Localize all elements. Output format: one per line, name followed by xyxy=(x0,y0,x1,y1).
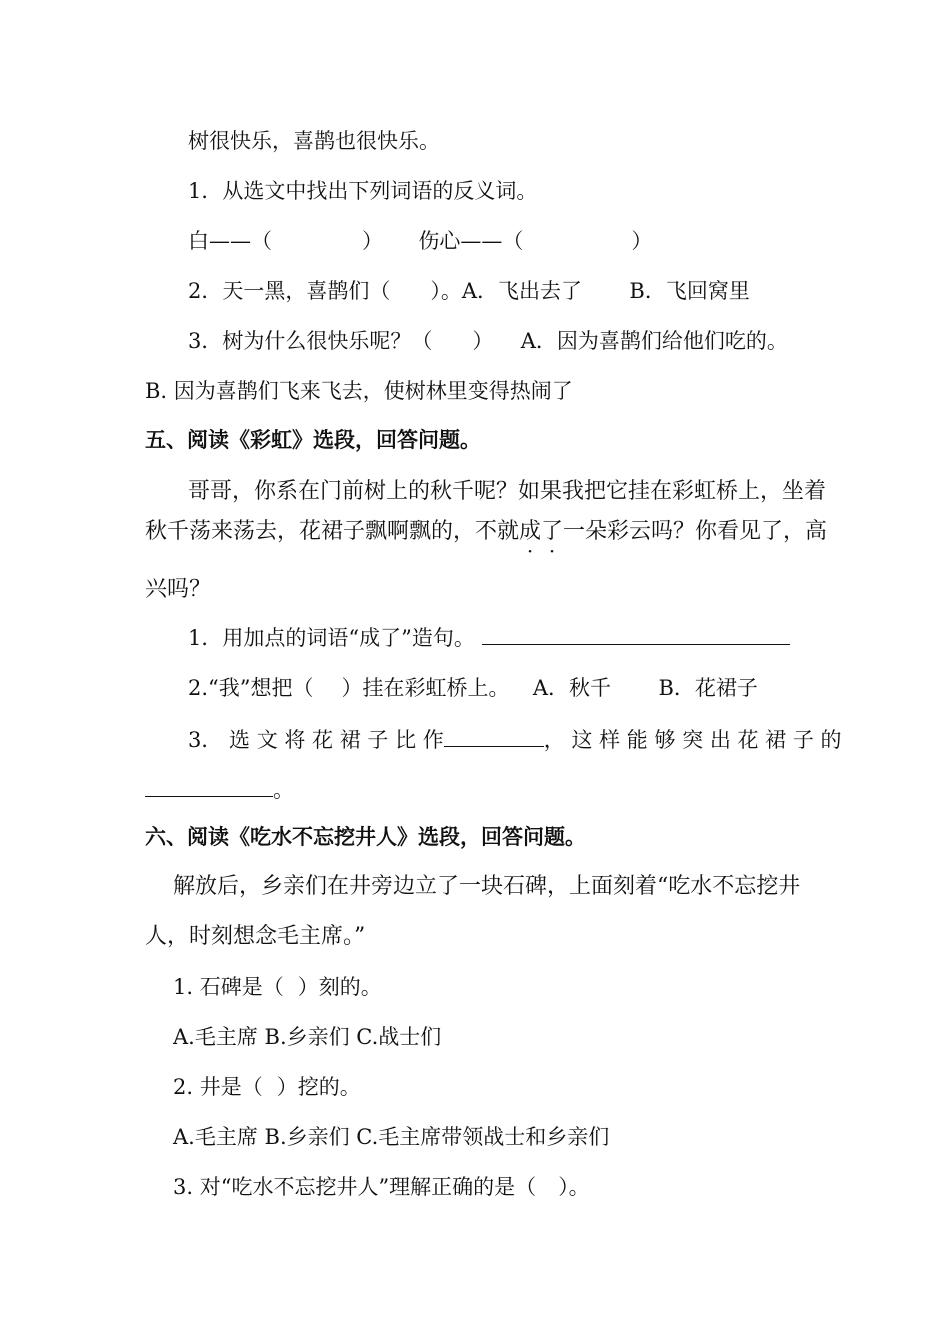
antonym-sad: 伤心——（ xyxy=(418,229,524,253)
question-6-3-text: 3. 对“吃水不忘挖井人”理解正确的是（ xyxy=(173,1175,537,1199)
question-5-2 xyxy=(188,674,758,702)
passage-text-before: 秋千荡来荡去，花裙子飘啊飘的，不就 xyxy=(145,519,520,544)
question-4-1: 1．从选文中找出下列词语的反义词。 xyxy=(188,179,538,203)
passage-text-after: 一朵彩云吗？你看见了，高 xyxy=(563,519,828,544)
section-5-passage-line-3: 兴吗？ xyxy=(145,577,212,602)
section-5-passage-line-1: 哥哥，你系在门前树上的秋千呢？如果我把它挂在彩虹桥上，坐着 xyxy=(188,479,827,504)
question-4-2-option-a: ）。A．飞出去了 xyxy=(430,279,583,303)
question-6-2-close: ）挖的。 xyxy=(276,1075,361,1099)
question-6-2 xyxy=(173,1073,361,1101)
question-5-3-continued xyxy=(145,776,294,804)
question-6-1 xyxy=(173,973,382,1001)
passage-end: 树很快乐，喜鹊也很快乐。 xyxy=(188,129,440,153)
question-4-3-text: 3．树为什么很快乐呢？（ xyxy=(188,329,433,353)
antonym-white-close: ） xyxy=(362,229,383,253)
question-4-1-answers xyxy=(188,227,652,255)
section-5-passage-line-2 xyxy=(145,518,827,546)
sentence-answer-blank[interactable] xyxy=(482,624,790,645)
question-4-3-close: ） xyxy=(472,329,494,353)
question-5-1-text: 1．用加点的词语“成了”造句。 xyxy=(188,626,475,650)
dotted-char-cheng: 成 xyxy=(519,519,542,544)
question-5-1 xyxy=(188,624,790,652)
question-6-3-close: ）。 xyxy=(558,1175,590,1199)
section-5-heading: 五、阅读《彩虹》选段，回答问题。 xyxy=(145,428,481,452)
question-5-2-option-a: A．秋千 xyxy=(532,676,612,700)
question-4-2 xyxy=(188,277,750,305)
question-6-2-text: 2. 井是（ xyxy=(173,1075,263,1099)
section-6-passage-line-1: 解放后，乡亲们在井旁边立了一块石碑，上面刻着“吃水不忘挖井 xyxy=(173,874,801,899)
question-5-3-text: 3． 选 文 将 花 裙 子 比 作 xyxy=(188,728,444,752)
question-6-1-text: 1. 石碑是（ xyxy=(173,975,284,999)
question-6-2-options: A.毛主席 B.乡亲们 C.毛主席带领战士和乡亲们 xyxy=(173,1125,610,1149)
question-5-3-end: 。 xyxy=(273,778,294,802)
highlight-blank[interactable] xyxy=(145,776,273,797)
question-5-3 xyxy=(188,726,842,754)
question-5-2-option-b: B．花裙子 xyxy=(658,676,758,700)
question-4-3 xyxy=(188,327,788,355)
question-4-3-option-b: B. 因为喜鹊们飞来飞去，使树林里变得热闹了 xyxy=(145,379,573,403)
question-6-1-close: ）刻的。 xyxy=(297,975,382,999)
section-6-heading: 六、阅读《吃水不忘挖井人》选段，回答问题。 xyxy=(145,825,586,849)
question-6-3 xyxy=(173,1173,590,1201)
question-6-1-options: A.毛主席 B.乡亲们 C.战士们 xyxy=(173,1025,442,1049)
question-5-2-close: ）挂在彩虹桥上。 xyxy=(341,676,510,700)
antonym-sad-close: ） xyxy=(631,229,653,253)
question-4-3-option-a: A．因为喜鹊们给他们吃的。 xyxy=(520,329,788,353)
question-5-2-text: 2.“我”想把（ xyxy=(188,676,314,700)
question-4-2-option-b: B．飞回窝里 xyxy=(629,279,750,303)
metaphor-blank[interactable] xyxy=(444,726,544,747)
section-6-passage-line-2: 人，时刻想念毛主席。” xyxy=(145,924,366,949)
dotted-char-le: 了 xyxy=(541,519,564,544)
question-5-3-text-mid: ， 这 样 能 够 突 出 花 裙 子 的 xyxy=(543,728,842,752)
question-4-2-text: 2．天一黑，喜鹊们（ xyxy=(188,279,391,303)
antonym-white: 白——（ xyxy=(188,229,272,253)
